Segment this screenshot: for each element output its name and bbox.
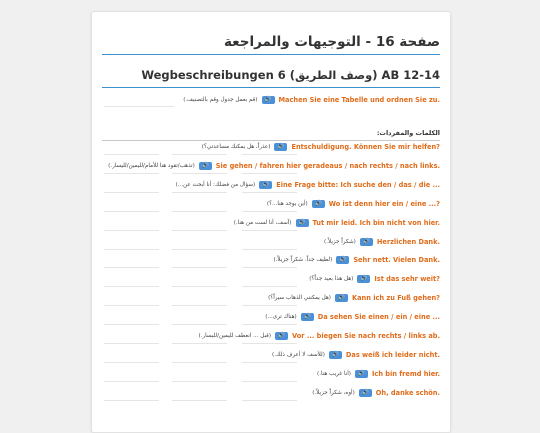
answer-line [172,400,227,401]
answer-line [242,381,297,382]
speaker-icon[interactable]: 🔊 [259,181,272,189]
speaker-icon[interactable]: 🔊 [262,96,275,104]
vocab-item [309,272,440,286]
answer-line [242,343,297,344]
vocab-item [234,216,440,230]
vocab-translation: (هل هذا بعيد جداً؟) [309,276,354,283]
answer-line [242,362,297,363]
speaker-icon[interactable]: 🔊 [275,332,288,340]
vocab-translation: (تذهب/تقود هنا للأمام/لليمين/لليسار.) [108,162,195,169]
speaker-icon[interactable]: 🔊 [329,351,342,359]
answer-line [104,362,159,363]
answer-line [104,305,159,306]
answer-line [172,343,227,344]
answer-line [172,192,227,193]
vocab-translation: (شكراً جزيلاً.) [324,238,356,245]
answer-line [104,381,159,382]
speaker-icon[interactable]: 🔊 [336,256,349,264]
answer-line [242,286,297,287]
vocab-item [176,178,440,192]
answer-line [242,192,297,193]
answer-line [104,154,159,155]
vocab-german: Kann ich zu Fuß gehen? [351,294,440,303]
vocab-item [317,367,440,381]
vocab-german: Entschuldigung. Können Sie mir helfen? [291,143,440,151]
speaker-icon[interactable]: 🔊 [335,294,348,302]
vocab-german: Sehr nett. Vielen Dank. [353,256,440,265]
answer-line [104,267,159,268]
answer-line [242,324,297,325]
answer-line [172,154,227,155]
vocab-translation: (أين يوجد هنا...؟) [266,200,308,207]
answer-line [242,249,297,250]
page-card [91,11,451,433]
answer-line [242,305,297,306]
vocab-german: Das weiß ich leider nicht. [345,350,440,359]
answer-line [172,211,227,212]
vocab-item [272,348,440,362]
vocab-translation: (أوه، شكراً جزيلاً.) [312,389,355,396]
vocab-item [202,140,440,154]
answer-line [242,173,297,174]
answer-line [172,173,227,174]
answer-line [104,249,159,250]
title-divider [102,54,440,55]
vocab-item [268,291,440,305]
answer-line [242,400,297,401]
answer-line [172,324,227,325]
vocab-item [265,310,440,324]
vocab-german: Oh, danke schön. [375,388,440,397]
vocab-german: Da sehen Sie einen / ein / eine ... [317,313,440,322]
vocab-translation: (سؤال من فضلك: أنا أبحث عن...) [175,181,256,188]
vocab-item [267,197,440,211]
vocab-section-label: الكلمات والمفردات: [376,129,440,137]
speaker-icon[interactable]: 🔊 [357,275,370,283]
answer-line [172,305,227,306]
lesson-divider [102,87,440,88]
speaker-icon[interactable]: 🔊 [359,389,372,397]
vocab-german: Vor ... biegen Sie nach rechts / links ab. [292,332,440,340]
answer-line [104,324,159,325]
speaker-icon[interactable]: 🔊 [199,162,212,170]
vocab-translation: (قبل ... انعطف لليمين/لليسار.) [198,333,272,339]
vocab-german: Sie gehen / fahren hier geradeaus / nach rechts / nach links. [215,161,440,170]
speaker-icon[interactable]: 🔊 [296,219,309,227]
vocab-item [108,159,440,173]
vocab-item [324,235,440,249]
answer-line [172,286,227,287]
vocab-translation: (هل يمكنني الذهاب سيراً؟) [268,295,331,302]
vocab-german: Tut mir leid. Ich bin nicht von hier. [312,218,440,227]
instruction-translation: (قم بعمل جدول وقم بالتصنيف.) [183,97,258,103]
answer-line [104,286,159,287]
speaker-icon[interactable]: 🔊 [360,238,373,246]
vocab-german: Ich bin fremd hier. [371,369,440,378]
vocab-translation: (أنا غريب هنا.) [317,370,351,377]
vocab-item [273,253,440,267]
vocab-item [198,329,440,343]
answer-line [104,192,159,193]
vocab-translation: (للأسف لا أعرف ذلك.) [272,351,325,358]
answer-line [172,362,227,363]
speaker-icon[interactable]: 🔊 [274,143,287,151]
answer-line [242,230,297,231]
page-title: صفحة 16 - التوجيهات والمراجعة [223,34,440,50]
answer-line [172,267,227,268]
vocab-german: Ist das sehr weit? [374,275,440,284]
answer-line [242,211,297,212]
answer-line [242,154,297,155]
answer-line [172,249,227,250]
speaker-icon[interactable]: 🔊 [301,313,314,321]
answer-line [104,173,159,174]
answer-line [242,267,297,268]
vocab-translation: (لطيف جداً. شكراً جزيلاً.) [273,257,333,264]
instruction-german: Machen Sie eine Tabelle und ordnen Sie zu. [278,96,440,104]
vocab-german: Eine Frage bitte: Ich suche den / das / die ... [276,180,440,189]
lesson-title: AB 12-14 (وصف الطريق) Wegbeschreibungen 6 [141,68,440,82]
answer-line [104,106,174,107]
answer-line [104,343,159,344]
vocab-item [312,386,440,400]
speaker-icon[interactable]: 🔊 [355,370,368,378]
answer-line [172,381,227,382]
vocab-translation: (هناك ترى...) [265,314,297,321]
vocab-translation: (آسف، أنا لست من هنا.) [233,219,292,226]
instruction-row [183,93,440,107]
vocab-translation: (عذراً، هل يمكنك مساعدتي؟) [201,144,271,150]
vocab-german: Wo ist denn hier ein / eine ...? [328,199,440,208]
answer-line [172,230,227,231]
answer-line [104,230,159,231]
vocab-german: Herzlichen Dank. [376,237,440,246]
speaker-icon[interactable]: 🔊 [312,200,325,208]
answer-line [104,211,159,212]
answer-line [104,400,159,401]
